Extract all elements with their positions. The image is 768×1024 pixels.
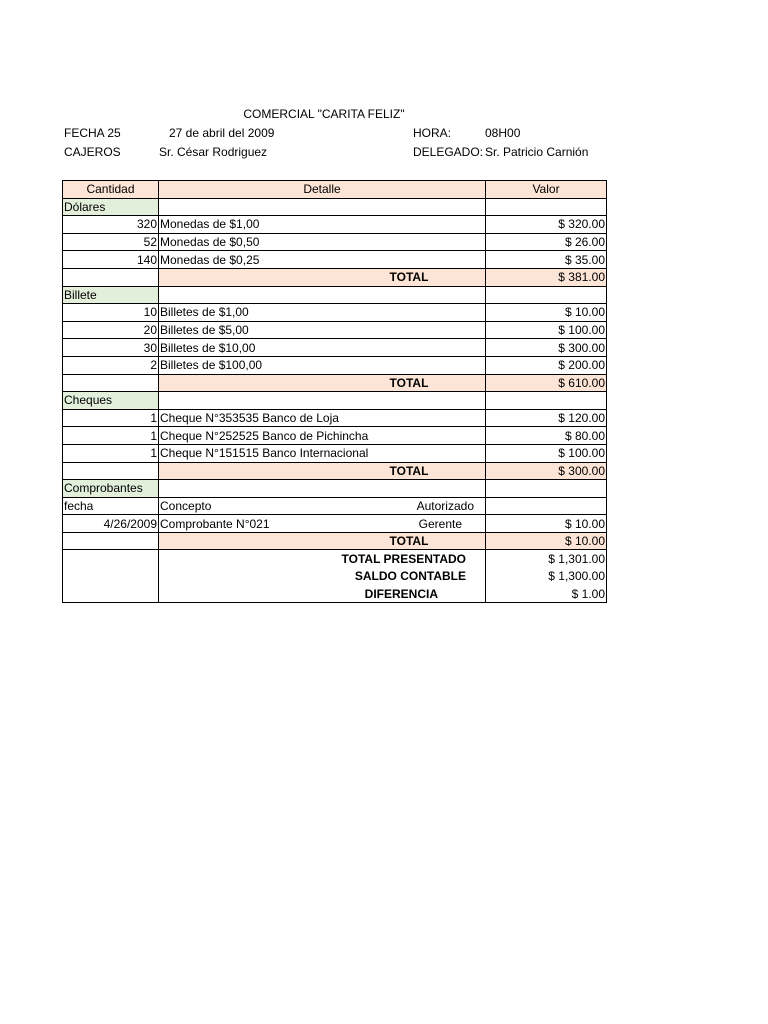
total-value-billete: $ 610.00 [486, 374, 607, 392]
total-label: TOTAL [389, 375, 429, 390]
table-row [63, 356, 607, 374]
comprobantes-subheader-row [63, 497, 607, 515]
qty-cell: 2 [63, 356, 159, 374]
detail-cell: Billetes de $5,00 [159, 321, 486, 339]
value-cell: $ 300.00 [486, 339, 607, 357]
summary-label-cell [159, 568, 486, 586]
empty-cell [63, 268, 159, 286]
table-row [63, 216, 607, 234]
col-detalle-header: Detalle [159, 181, 486, 199]
total-row-dolares [63, 268, 607, 286]
summary-row-contable [63, 568, 607, 586]
section-row-comprobantes [63, 480, 607, 498]
qty-cell: 52 [63, 233, 159, 251]
hora-label: HORA: [413, 126, 452, 140]
detail-cell: Billetes de $1,00 [159, 304, 486, 322]
section-label-cheques: Cheques [63, 392, 159, 410]
detail-cell: Monedas de $1,00 [159, 216, 486, 234]
table-row [63, 251, 607, 269]
detail-cell: Cheque N°353535 Banco de Loja [159, 409, 486, 427]
summary-row-presentado [63, 550, 607, 568]
section-label-comprobantes: Comprobantes [63, 480, 159, 498]
qty-cell: 10 [63, 304, 159, 322]
fecha-cell: 4/26/2009 [63, 515, 159, 533]
qty-cell: 30 [63, 339, 159, 357]
page-title: COMERCIAL "CARITA FELIZ" [243, 107, 405, 121]
total-row-cheques [63, 462, 607, 480]
value-cell: $ 100.00 [486, 444, 607, 462]
empty-cell [63, 550, 159, 568]
cajeros-label: CAJEROS [64, 145, 121, 159]
detail-cell: Cheque N°252525 Banco de Pichincha [159, 427, 486, 445]
diferencia-value: $ 1.00 [486, 585, 607, 603]
section-label-dolares: Dólares [63, 198, 159, 216]
value-cell: $ 35.00 [486, 251, 607, 269]
cajeros-value: Sr. César Rodriguez [159, 145, 268, 159]
value-cell: $ 100.00 [486, 321, 607, 339]
col-cantidad-header: Cantidad [63, 181, 159, 199]
fecha-value: 27 de abril del 2009 [169, 126, 275, 140]
detail-cell: Billetes de $10,00 [159, 339, 486, 357]
empty-cell [486, 480, 607, 498]
empty-cell [63, 374, 159, 392]
total-label: TOTAL [389, 270, 429, 285]
total-row-billete [63, 374, 607, 392]
table-row [63, 339, 607, 357]
total-label-cell [159, 268, 486, 286]
empty-cell [159, 286, 486, 304]
summary-label-cell [159, 585, 486, 603]
concepto-wrap [160, 516, 484, 532]
detail-cell: Monedas de $0,50 [159, 233, 486, 251]
empty-cell [63, 532, 159, 550]
total-value-cheques: $ 300.00 [486, 462, 607, 480]
empty-cell [63, 462, 159, 480]
saldo-contable-value: $ 1,300.00 [486, 568, 607, 586]
total-label: TOTAL [389, 463, 429, 478]
total-label-cell [159, 532, 486, 550]
saldo-contable-label: SALDO CONTABLE [354, 569, 466, 584]
empty-cell [159, 198, 486, 216]
value-cell: $ 80.00 [486, 427, 607, 445]
sub-fecha-header: fecha [63, 497, 159, 515]
value-cell: $ 10.00 [486, 304, 607, 322]
table-row [63, 427, 607, 445]
delegado-value: Sr. Patricio Carnión [485, 145, 589, 159]
table-row [63, 515, 607, 533]
total-label-cell [159, 374, 486, 392]
section-row-dolares [63, 198, 607, 216]
value-cell: $ 320.00 [486, 216, 607, 234]
detail-cell: Cheque N°151515 Banco Internacional [159, 444, 486, 462]
qty-cell: 1 [63, 444, 159, 462]
empty-cell [486, 392, 607, 410]
total-label-cell [159, 462, 486, 480]
detail-cell: Billetes de $100,00 [159, 356, 486, 374]
empty-cell [63, 568, 159, 586]
empty-cell [486, 198, 607, 216]
section-row-billete [63, 286, 607, 304]
sub-concepto-header: Concepto [160, 498, 212, 513]
table-row [63, 444, 607, 462]
qty-cell: 20 [63, 321, 159, 339]
table-row [63, 321, 607, 339]
section-label-billete: Billete [63, 286, 159, 304]
section-row-cheques [63, 392, 607, 410]
arqueo-table [62, 180, 607, 603]
summary-label-cell [159, 550, 486, 568]
empty-cell [159, 392, 486, 410]
sub-autorizado-header: Autorizado [416, 498, 474, 513]
total-value-dolares: $ 381.00 [486, 268, 607, 286]
autorizado-text: Gerente [418, 516, 462, 531]
total-presentado-label: TOTAL PRESENTADO [341, 552, 466, 567]
table-row [63, 233, 607, 251]
sub-concepto-wrap [160, 498, 484, 514]
qty-cell: 320 [63, 216, 159, 234]
empty-cell [486, 497, 607, 515]
delegado-label: DELEGADO: [413, 145, 484, 159]
empty-cell [486, 286, 607, 304]
total-value-comprobantes: $ 10.00 [486, 532, 607, 550]
value-cell: $ 10.00 [486, 515, 607, 533]
detail-cell: Monedas de $0,25 [159, 251, 486, 269]
table-row [63, 409, 607, 427]
diferencia-label: DIFERENCIA [364, 586, 438, 601]
sub-concepto-cell [159, 497, 486, 515]
value-cell: $ 120.00 [486, 409, 607, 427]
concepto-cell [159, 515, 486, 533]
total-presentado-value: $ 1,301.00 [486, 550, 607, 568]
qty-cell: 1 [63, 409, 159, 427]
qty-cell: 1 [63, 427, 159, 445]
fecha-label: FECHA 25 [64, 126, 121, 140]
summary-row-diferencia [63, 585, 607, 603]
value-cell: $ 200.00 [486, 356, 607, 374]
total-label: TOTAL [389, 534, 429, 549]
col-valor-header: Valor [486, 181, 607, 199]
concepto-text: Comprobante N°021 [160, 516, 270, 531]
table-row [63, 304, 607, 322]
value-cell: $ 26.00 [486, 233, 607, 251]
table-header-row [63, 181, 607, 199]
qty-cell: 140 [63, 251, 159, 269]
empty-cell [63, 585, 159, 603]
empty-cell [159, 480, 486, 498]
total-row-comprobantes [63, 532, 607, 550]
hora-value: 08H00 [485, 126, 521, 140]
